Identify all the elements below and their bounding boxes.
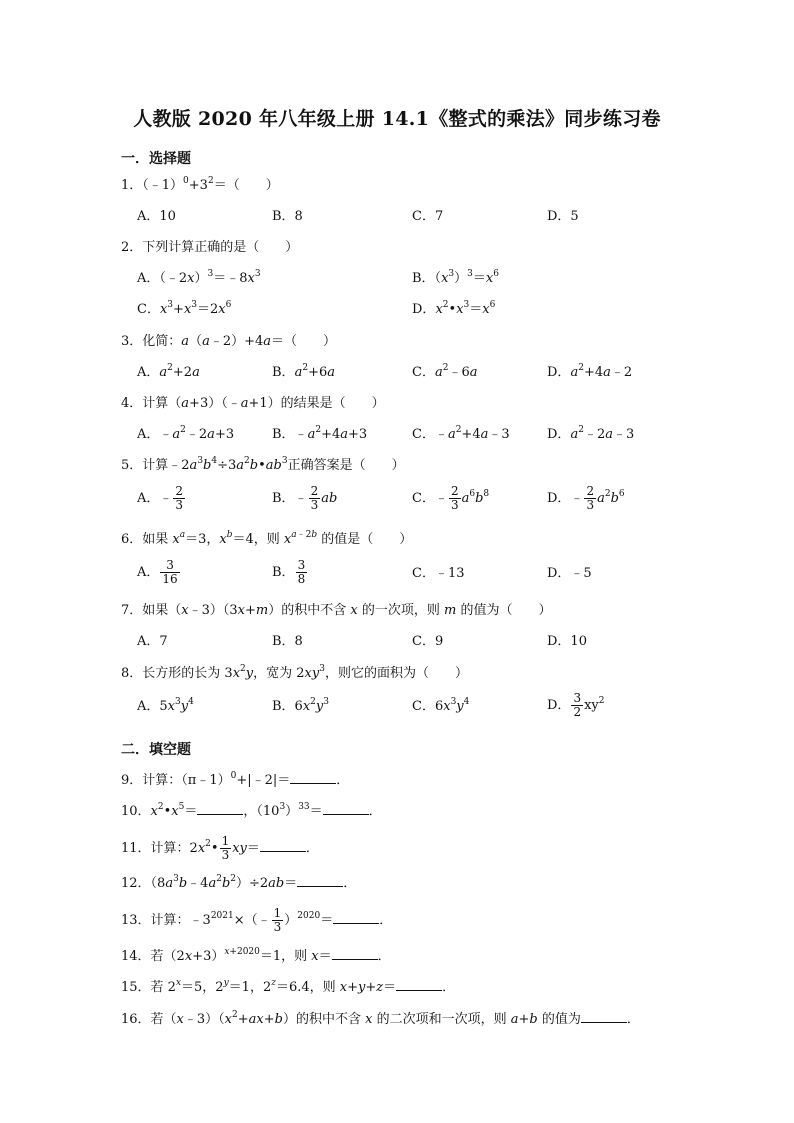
question-2: 2．下列计算正确的是（ ） bbox=[121, 240, 299, 255]
q8-option-d[interactable]: D． $\frac{3}{2}$ $xy^2$ bbox=[547, 691, 605, 719]
q4-option-d[interactable]: D．$a^2﹣2a﹣3$ bbox=[547, 425, 635, 442]
q2-option-d[interactable]: D．$x^2•x^3=x^6$ bbox=[412, 300, 496, 317]
q8-option-a[interactable]: A．$5x^3y^4$ bbox=[137, 697, 194, 714]
q6-option-c[interactable]: C．﹣13 bbox=[412, 566, 465, 581]
q1-option-b[interactable]: B．8 bbox=[272, 209, 303, 224]
q7-option-d[interactable]: D．10 bbox=[547, 634, 587, 649]
section-multiple-choice: 一．选择题 bbox=[121, 151, 191, 167]
q3-option-c[interactable]: C．$a^2﹣6a$ bbox=[412, 363, 478, 380]
q1-option-d[interactable]: D．5 bbox=[547, 209, 579, 224]
q3-option-d[interactable]: D．$a^2+4a﹣2$ bbox=[547, 363, 633, 380]
q5-option-a[interactable]: A．﹣ $\frac{2}{3}$ bbox=[137, 484, 184, 512]
q7-option-a[interactable]: A．7 bbox=[137, 634, 168, 649]
question-12: 12．$(8a^3b﹣4a^2b^2)\div 2ab=$ ． bbox=[121, 874, 357, 891]
question-9: 9．计算：（π﹣1）$^0$+|﹣2|＝ ． bbox=[121, 771, 350, 788]
section-fill-in-blank: 二．填空题 bbox=[121, 742, 191, 758]
answer-blank[interactable] bbox=[290, 771, 336, 784]
q6-option-d[interactable]: D．﹣5 bbox=[547, 566, 592, 581]
answer-blank[interactable] bbox=[260, 839, 306, 852]
q5-option-c[interactable]: C．﹣ $\frac{2}{3}$ $a^6b^8$ bbox=[412, 484, 490, 512]
q8-option-c[interactable]: C．$6x^3y^4$ bbox=[412, 697, 470, 714]
question-11: 11．计算：$2x^2•$ $\frac{1}{3}$ xy＝ ． bbox=[121, 834, 319, 862]
q3-option-a[interactable]: A．$a^2+2a$ bbox=[137, 363, 200, 380]
q1-option-c[interactable]: C．7 bbox=[412, 209, 444, 224]
question-4: 4．计算（a+3）（﹣a+1）的结果是（ ） bbox=[121, 396, 385, 411]
question-3: 3．化简：a（a﹣2）+4a＝（ ） bbox=[121, 334, 337, 349]
q7-option-b[interactable]: B．8 bbox=[272, 634, 303, 649]
answer-blank[interactable] bbox=[396, 978, 442, 991]
question-16: 16．若$(x﹣3)(x^2+ax+b)$的积中不含 x 的二次项和一次项，则 a+b 的值为 ． bbox=[121, 1010, 640, 1027]
q3-option-b[interactable]: B．$a^2+6a$ bbox=[272, 363, 335, 380]
question-13: 13．计算：$﹣3^{2021}\times(﹣$ $\frac{1}{3}$ ）$^{2020}$＝ ． bbox=[121, 906, 393, 934]
q7-option-c[interactable]: C．9 bbox=[412, 634, 444, 649]
q5-option-b[interactable]: B．﹣ $\frac{2}{3}$ ab bbox=[272, 484, 338, 512]
answer-blank[interactable] bbox=[323, 802, 369, 815]
q4-option-c[interactable]: C．$﹣a^2+4a﹣3$ bbox=[412, 425, 510, 442]
q8-option-b[interactable]: B．$6x^2y^3$ bbox=[272, 697, 329, 714]
answer-blank[interactable] bbox=[581, 1010, 627, 1023]
question-7: 7．如果（x﹣3）（3x+m）的积中不含 x 的一次项，则 m 的值为（ ） bbox=[121, 603, 552, 618]
question-15: 15．若 $2^x=5$，$2^y=1$，$2^z=6.4$，则 x+y+z＝ ． bbox=[121, 978, 456, 995]
q4-option-a[interactable]: A．$﹣a^2﹣2a+3$ bbox=[137, 425, 235, 442]
q6-option-a[interactable]: A． $\frac{3}{16}$ bbox=[137, 558, 178, 586]
answer-blank[interactable] bbox=[297, 874, 343, 887]
q6-option-b[interactable]: B． $\frac{3}{8}$ bbox=[272, 558, 306, 586]
answer-blank[interactable] bbox=[332, 947, 378, 960]
q2-option-b[interactable]: B．$(x^3)^3=x^6$ bbox=[412, 269, 499, 286]
q4-option-b[interactable]: B．$﹣a^2+4a+3$ bbox=[272, 425, 368, 442]
question-6: 6．如果 $x^a=3$，$x^b=4$，则 $x^{a﹣2b}$ 的值是（ ） bbox=[121, 530, 413, 547]
page-title: 人教版 2020 年八年级上册 14.1《整式的乘法》同步练习卷 bbox=[133, 108, 661, 130]
q2-option-c[interactable]: C．$x^3+x^3=2x^6$ bbox=[137, 300, 232, 317]
question-5: 5．计算$﹣2a^3b^4\div 3a^2b•ab^3$正确答案是（ ） bbox=[121, 456, 405, 473]
answer-blank[interactable] bbox=[333, 911, 379, 924]
question-1: 1．$(﹣1)^0+3^2=$（ ） bbox=[121, 176, 279, 193]
q2-option-a[interactable]: A．$(﹣2x)^3=﹣8x^3$ bbox=[137, 269, 261, 286]
q1-option-a[interactable]: A．10 bbox=[137, 209, 176, 224]
question-8: 8．长方形的长为 $3x^2y$，宽为 $2xy^3$，则它的面积为（ ） bbox=[121, 664, 468, 681]
answer-blank[interactable] bbox=[197, 802, 243, 815]
question-10: 10．$x^2•x^5=$ ，$(10^3)^{33}=$ ． bbox=[121, 802, 382, 819]
q5-option-d[interactable]: D．﹣ $\frac{2}{3}$ $a^2b^6$ bbox=[547, 484, 625, 512]
question-14: 14．若$(2x+3)^{x+2020}=1$，则 x＝ ． bbox=[121, 947, 391, 964]
